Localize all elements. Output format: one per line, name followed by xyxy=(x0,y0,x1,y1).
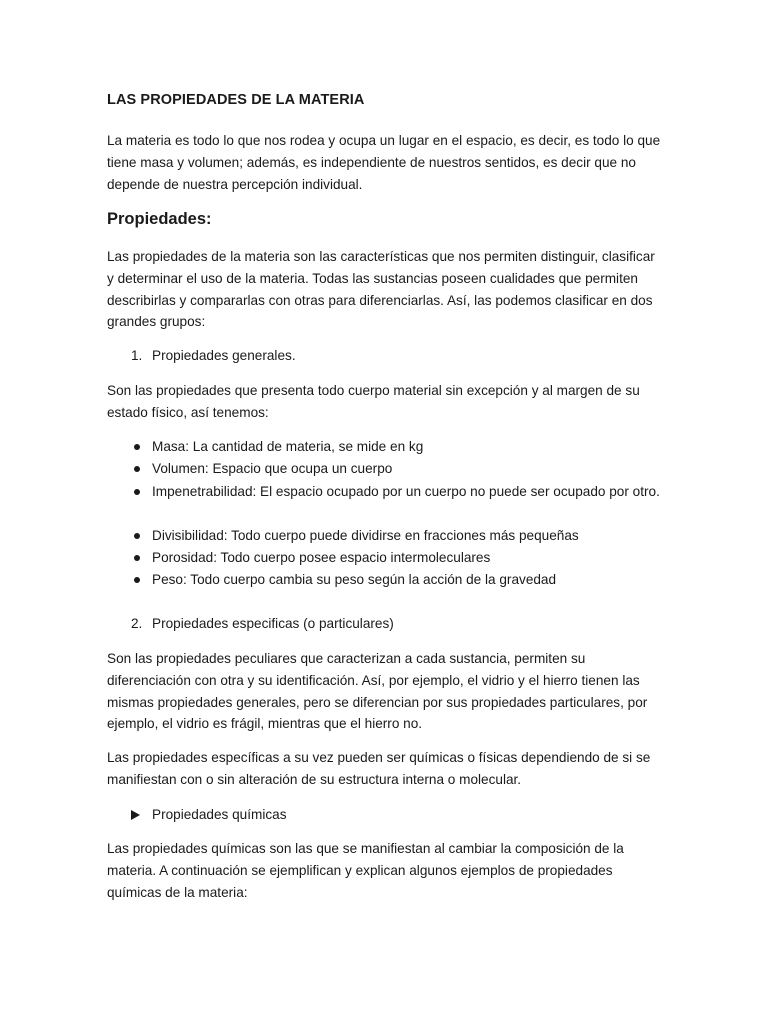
list-number-2: 2. xyxy=(131,616,143,631)
intro-paragraph: La materia es todo lo que nos rodea y ocupa un lugar en el espacio, es decir, es todo lo que tiene masa y volumen; además, es independiente de nuestros sentidos, es decir que no depende de nuestra percepción individual. xyxy=(107,133,661,192)
list-item-porosidad: Porosidad: Todo cuerpo posee espacio intermoleculares xyxy=(152,550,491,565)
heading-propiedades: Propiedades: xyxy=(107,210,212,228)
bullet-dot xyxy=(134,577,140,583)
quimicas-paragraph: Las propiedades químicas son las que se manifiestan al cambiar la composición de la materia. A continuación se ejemplifican y explican algunos ejemplos de propiedades químicas de la materia: xyxy=(107,841,624,900)
list-item-peso: Peso: Todo cuerpo cambia su peso según la acción de la gravedad xyxy=(152,572,557,587)
especificas-paragraph-2: Las propiedades específicas a su vez pueden ser químicas o físicas dependiendo de si se manifiestan con o sin alteración de su estructura interna o molecular. xyxy=(107,750,651,787)
list-item-especificas: Propiedades especificas (o particulares) xyxy=(152,616,394,631)
list-item-generales: Propiedades generales. xyxy=(152,348,296,363)
bullet-dot xyxy=(134,555,140,561)
bullet-dot xyxy=(134,533,140,539)
list-item-quimicas: Propiedades químicas xyxy=(152,807,287,822)
bullet-dot xyxy=(134,444,140,450)
list-item-masa: Masa: La cantidad de materia, se mide en kg xyxy=(152,439,424,454)
document-title: LAS PROPIEDADES DE LA MATERIA xyxy=(107,92,365,108)
especificas-paragraph: Son las propiedades peculiares que caracterizan a cada sustancia, permiten su diferenciación con otra y su identificación. Así, por ejemplo, el vidrio y el hierro tienen las mismas propiedades generales, pero se diferencian por sus propiedades particulares, por ejemplo, el vidrio es frágil, mientras que el hierro no. xyxy=(107,651,648,732)
list-item-divisibilidad: Divisibilidad: Todo cuerpo puede dividirse en fracciones más pequeñas xyxy=(152,528,579,543)
list-number-1: 1. xyxy=(131,348,143,363)
bullet-dot xyxy=(134,466,140,472)
list-item-volumen: Volumen: Espacio que ocupa un cuerpo xyxy=(152,461,393,476)
generales-paragraph: Son las propiedades que presenta todo cuerpo material sin excepción y al margen de su estado físico, así tenemos: xyxy=(107,383,640,420)
list-item-impenetrabilidad: Impenetrabilidad: El espacio ocupado por un cuerpo no puede ser ocupado por otro. xyxy=(152,484,660,499)
propiedades-paragraph: Las propiedades de la materia son las características que nos permiten distinguir, clasificar y determinar el uso de la materia. Todas las sustancias poseen cualidades que permiten describirlas y compararlas con otras para diferenciarlas. Así, las podemos clasificar en dos grandes grupos: xyxy=(107,249,655,330)
arrow-bullet-icon xyxy=(131,810,140,820)
bullet-dot xyxy=(134,489,140,495)
